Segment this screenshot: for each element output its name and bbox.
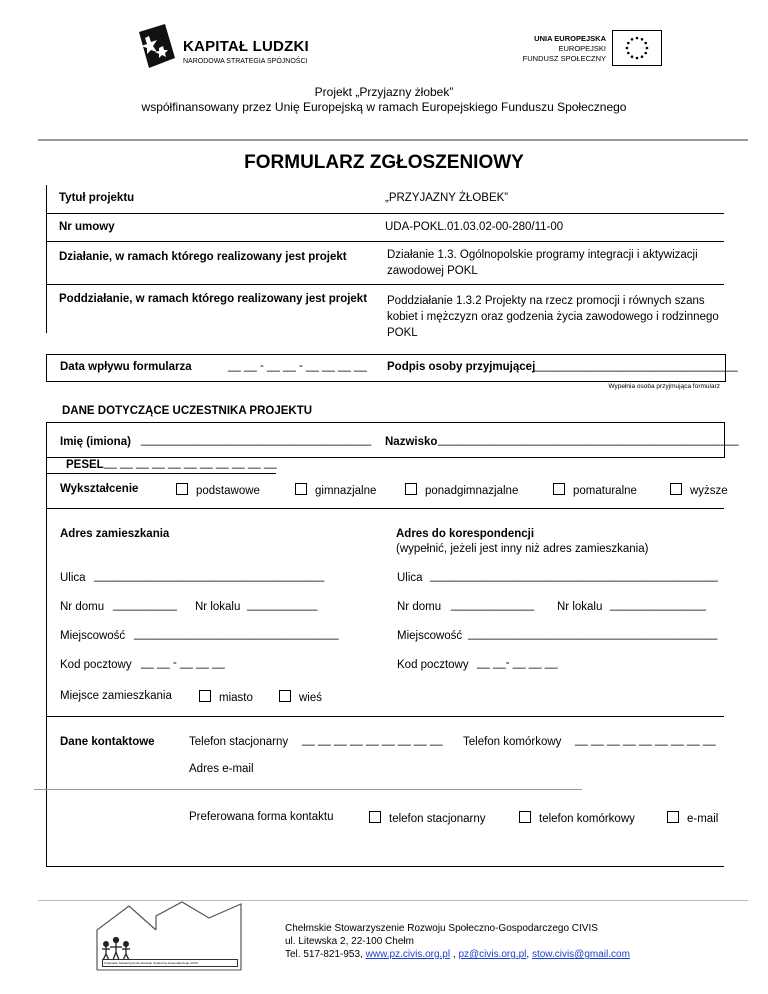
- info-divider-2: [46, 241, 724, 242]
- form-title: FORMULARZ ZGŁOSZENIOWY: [244, 152, 524, 173]
- info-left-border: [46, 185, 47, 333]
- email-field[interactable]: [34, 789, 582, 790]
- project-title-value: „PRZYJAZNY ŻŁOBEK”: [385, 192, 509, 204]
- zip-left-field[interactable]: __ __ - __ __ __: [141, 657, 225, 669]
- civis-logo-caption: Chełmskie Stowarzyszenie Rozwoju Społeczno-Gospodarczego CIVIS: [102, 959, 238, 967]
- email-label: Adres e-mail: [189, 763, 254, 775]
- subaction-label: Poddziałanie, w ramach którego realizowany jest projekt: [59, 293, 368, 305]
- eu-line-1: UNIA EUROPEJSKA: [534, 34, 606, 43]
- house-right-label: Nr domu: [397, 601, 442, 613]
- receipt-date-label: Data wpływu formularza: [60, 361, 192, 373]
- house-left-field[interactable]: __________: [113, 599, 177, 611]
- street-right-field[interactable]: _____________________________________________: [430, 570, 718, 582]
- receipt-sign-label: Podpis osoby przyjmującej: [387, 361, 536, 373]
- participant-box: [46, 422, 47, 866]
- residence-option-label: miasto: [219, 692, 253, 704]
- preferred-option-landline[interactable]: [369, 811, 486, 825]
- zip-right-field[interactable]: __ __- __ __ __: [477, 657, 558, 669]
- street-left-field[interactable]: ____________________________________: [94, 570, 325, 582]
- education-option-label: pomaturalne: [573, 485, 637, 497]
- preferred-label: Preferowana forma kontaktu: [189, 811, 334, 823]
- eu-stars-icon: [613, 31, 661, 65]
- action-label: Działanie, w ramach którego realizowany jest projekt: [59, 251, 347, 263]
- info-divider-3: [46, 284, 724, 285]
- action-value-line-1: Działanie 1.3. Ogólnopolskie programy integracji i aktywizacji: [387, 249, 698, 261]
- education-option-label: gimnazjalne: [315, 485, 377, 497]
- subaction-value-line-3: POKL: [387, 327, 418, 339]
- project-title-label: Tytuł projektu: [59, 192, 135, 204]
- footer-tel: Tel. 517-821-953,: [285, 949, 366, 960]
- contact-label: Dane kontaktowe: [60, 736, 155, 748]
- corr-address-note: (wypełnić, jeżeli jest inny niż adres zamieszkania): [396, 543, 649, 555]
- kl-title: KAPITAŁ LUDZKI: [183, 38, 309, 55]
- receipt-note: Wypełnia osoba przyjmująca formularz: [608, 383, 720, 390]
- receipt-date-field[interactable]: __ __ - __ __ - __ __ __ __: [228, 360, 367, 372]
- street-left-label: Ulica: [60, 572, 86, 584]
- footer-address: ul. Litewska 2, 22-100 Chełm: [285, 936, 414, 947]
- footer-org-name: Chełmskie Stowarzyszenie Rozwoju Społeczno-Gospodarczego CIVIS: [285, 923, 598, 934]
- info-divider-1: [46, 213, 724, 214]
- pesel-label: PESEL: [66, 459, 104, 471]
- footer-tel-line: [285, 948, 630, 961]
- education-divider: [46, 508, 724, 509]
- subaction-value: [387, 293, 719, 341]
- checkbox-icon[interactable]: [295, 483, 307, 495]
- pesel-divider: [46, 473, 276, 474]
- city-right-label: Miejscowość: [397, 630, 463, 642]
- zip-right-label: Kod pocztowy: [397, 659, 469, 671]
- checkbox-icon[interactable]: [369, 811, 381, 823]
- education-label: Wykształcenie: [60, 483, 139, 495]
- kapital-ludzki-emblem-icon: [135, 22, 179, 70]
- house-left-label: Nr domu: [60, 601, 105, 613]
- flat-left-field[interactable]: ___________: [247, 599, 318, 611]
- mobile-field[interactable]: __ __ __ __ __ __ __ __ __: [575, 734, 716, 746]
- footer-sep-1: ,: [450, 949, 459, 960]
- surname-field[interactable]: _______________________________________________: [438, 434, 739, 446]
- action-value: [387, 247, 698, 279]
- checkbox-icon[interactable]: [667, 811, 679, 823]
- checkbox-icon[interactable]: [670, 483, 682, 495]
- civis-logo: [94, 900, 244, 972]
- participant-section-title: DANE DOTYCZĄCE UCZESTNIKA PROJEKTU: [62, 405, 313, 417]
- footer-email-link-1[interactable]: pz@civis.org.pl: [458, 949, 527, 960]
- checkbox-icon[interactable]: [519, 811, 531, 823]
- zip-left-label: Kod pocztowy: [60, 659, 132, 671]
- address-divider: [46, 716, 724, 717]
- checkbox-icon[interactable]: [553, 483, 565, 495]
- name-label: Imię (imiona): [60, 436, 131, 448]
- eu-line-3: FUNDUSZ SPOŁECZNY: [522, 54, 606, 63]
- preferred-option-label: telefon komórkowy: [539, 813, 635, 825]
- landline-field[interactable]: __ __ __ __ __ __ __ __ __: [302, 734, 443, 746]
- footer-contact: [285, 922, 630, 961]
- contract-label: Nr umowy: [59, 221, 115, 233]
- residence-label: Miejsce zamieszkania: [60, 690, 172, 702]
- education-option-pomaturalne[interactable]: [553, 483, 637, 497]
- eu-flag: [612, 30, 662, 66]
- contract-value: UDA-POKL.01.03.02-00-280/11-00: [385, 221, 564, 233]
- flat-right-field[interactable]: _______________: [610, 599, 706, 611]
- education-option-gimnazjalne[interactable]: [295, 483, 376, 497]
- education-option-label: wyższe: [690, 485, 728, 497]
- home-address-title: Adres zamieszkania: [60, 528, 170, 540]
- preferred-option-label: e-mail: [687, 813, 719, 825]
- corr-address-title: Adres do korespondencji: [396, 528, 535, 540]
- eu-text: [490, 34, 606, 64]
- preferred-option-label: telefon stacjonarny: [389, 813, 486, 825]
- contact-bottom-line: [46, 866, 724, 867]
- kl-subtitle: NARODOWA STRATEGIA SPÓJNOŚCI: [183, 58, 308, 65]
- subaction-value-line-2: kobiet i mężczyzn oraz godzenia życia zawodowego i rodzinnego: [387, 311, 719, 323]
- residence-option-city[interactable]: [199, 690, 253, 704]
- education-option-label: ponadgimnazjalne: [425, 485, 519, 497]
- education-option-basic[interactable]: [176, 483, 260, 497]
- city-right-field[interactable]: _______________________________________: [468, 628, 718, 640]
- checkbox-icon[interactable]: [279, 690, 291, 702]
- house-right-field[interactable]: _____________: [451, 599, 535, 611]
- footer-sep-2: ,: [526, 949, 532, 960]
- name-field[interactable]: ____________________________________: [141, 434, 372, 446]
- preferred-option-email[interactable]: [667, 811, 718, 825]
- education-option-label: podstawowe: [196, 485, 260, 497]
- kapital-ludzki-logo: [135, 22, 315, 72]
- participant-top-line: [46, 422, 724, 423]
- city-left-field[interactable]: ________________________________: [134, 628, 339, 640]
- footer-email-link-2[interactable]: stow.civis@gmail.com: [531, 949, 630, 960]
- education-option-wyzsze[interactable]: [670, 483, 728, 497]
- action-value-line-2: zawodowej POKL: [387, 265, 478, 277]
- eu-line-2: EUROPEJSKI: [558, 44, 606, 53]
- preferred-option-mobile[interactable]: [519, 811, 635, 825]
- checkbox-icon[interactable]: [176, 483, 188, 495]
- checkbox-icon[interactable]: [199, 690, 211, 702]
- receipt-sign-field[interactable]: ________________________________: [533, 360, 738, 372]
- project-line-2: współfinansowany przez Unię Europejską w ramach Europejskiego Funduszu Społecznego: [141, 100, 627, 114]
- checkbox-icon[interactable]: [405, 483, 417, 495]
- header-divider: [38, 139, 748, 141]
- mobile-label: Telefon komórkowy: [463, 736, 562, 748]
- flat-right-label: Nr lokalu: [557, 601, 603, 613]
- flat-left-label: Nr lokalu: [195, 601, 241, 613]
- landline-label: Telefon stacjonarny: [189, 736, 289, 748]
- subaction-value-line-1: Poddziałanie 1.3.2 Projekty na rzecz promocji i równych szans: [387, 295, 705, 307]
- city-left-label: Miejscowość: [60, 630, 126, 642]
- project-line-1: Projekt „Przyjazny żłobek”: [314, 85, 454, 99]
- education-option-ponadgimnazjalne[interactable]: [405, 483, 518, 497]
- residence-option-label: wieś: [299, 692, 323, 704]
- residence-option-village[interactable]: [279, 690, 322, 704]
- footer-website-link[interactable]: www.pz.civis.org.pl: [365, 949, 451, 960]
- surname-label: Nazwisko: [385, 436, 438, 448]
- pesel-field[interactable]: __ __ __ __ __ __ __ __ __ __ __: [104, 457, 277, 469]
- street-right-label: Ulica: [397, 572, 423, 584]
